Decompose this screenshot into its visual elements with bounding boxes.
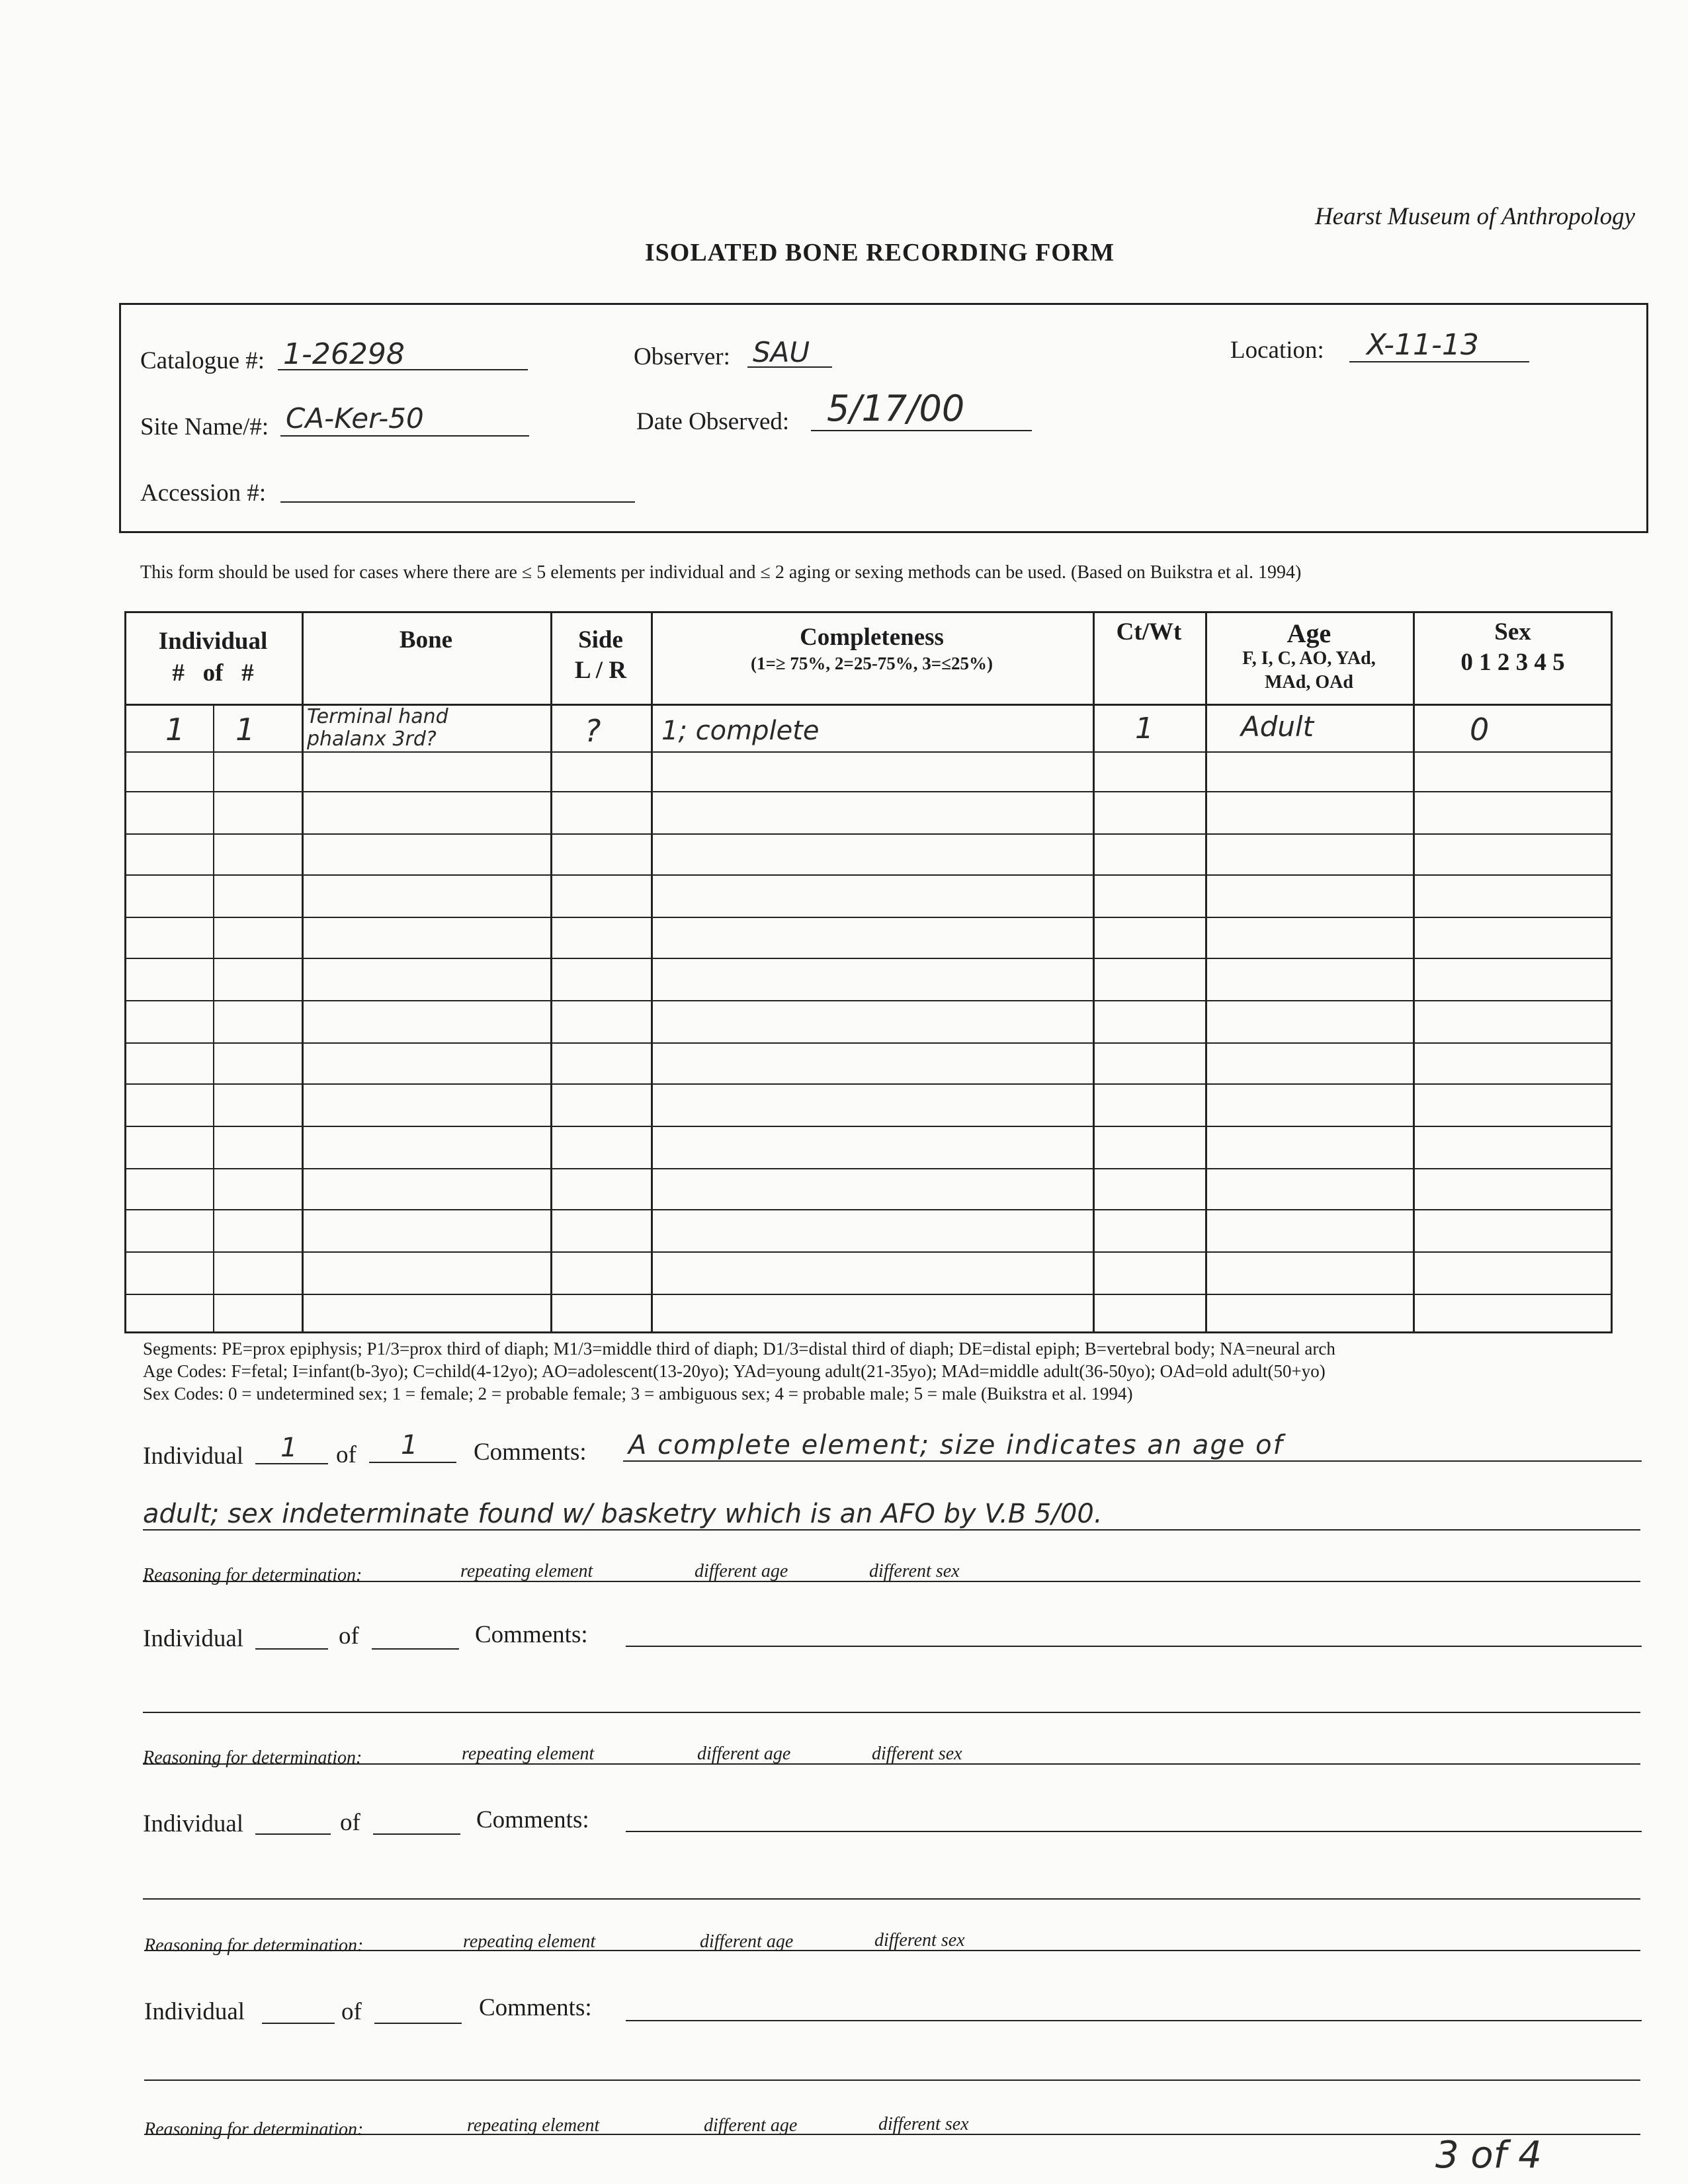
table-row-divider <box>124 1042 1613 1044</box>
table-row-divider <box>124 1000 1613 1001</box>
table-col-divider <box>651 611 653 1333</box>
location-value: X-11-13 <box>1367 328 1479 362</box>
observer-label: Observer: <box>634 343 730 370</box>
reasoning-label: Reasoning for determination: <box>143 1747 362 1768</box>
of-field[interactable] <box>372 1622 459 1650</box>
header-individual-sub: # of # <box>172 659 254 687</box>
date-value: 5/17/00 <box>827 388 965 429</box>
individual-label: Individual <box>143 1625 244 1652</box>
repeating-element-option[interactable]: repeating element <box>462 1743 595 1764</box>
comments-label: Comments: <box>476 1806 589 1833</box>
table-row-divider <box>124 791 1613 792</box>
different-age-option[interactable]: different age <box>697 1743 791 1764</box>
site-label: Site Name/#: <box>140 413 269 441</box>
reasoning-label: Reasoning for determination: <box>143 1565 362 1585</box>
comments-line-2[interactable] <box>143 1685 1640 1713</box>
header-age-sub1: F, I, C, AO, YAd, <box>1242 648 1376 669</box>
reasoning-label: Reasoning for determination: <box>144 1935 364 1956</box>
table-row-divider <box>124 1083 1613 1085</box>
table-row-divider <box>124 751 1613 753</box>
table-row-divider <box>124 1251 1613 1253</box>
comments-line-1[interactable] <box>626 1804 1642 1832</box>
row1-completeness[interactable]: 1; complete <box>661 716 820 746</box>
header-sex: Sex <box>1494 618 1531 646</box>
page-number: 3 of 4 <box>1435 2134 1542 2177</box>
header-age: Age <box>1287 618 1331 648</box>
comments-label: Comments: <box>479 1994 592 2021</box>
comments-label: Comments: <box>474 1439 587 1466</box>
table-row-divider <box>124 917 1613 918</box>
date-label: Date Observed: <box>636 408 790 435</box>
different-sex-option[interactable]: different sex <box>869 1561 960 1581</box>
comments-line-2[interactable] <box>143 1872 1640 1900</box>
repeating-element-option[interactable]: repeating element <box>463 1931 596 1952</box>
table-col-divider <box>1413 611 1415 1333</box>
table-row-divider <box>124 1126 1613 1127</box>
header-age-sub2: MAd, OAd <box>1265 672 1353 693</box>
of-field[interactable] <box>373 1807 460 1835</box>
instructions: This form should be used for cases where there are ≤ 5 elements per individual and ≤ 2 aging or sexing methods can be used. (Based on Buikstra et al. 1994) <box>140 562 1302 583</box>
comment-text-2: adult; sex indeterminate found w/ basketry which is an AFO by V.B 5/00. <box>143 1499 1103 1529</box>
different-age-option[interactable]: different age <box>700 1931 794 1952</box>
table-col-divider <box>1205 611 1207 1333</box>
different-age-option[interactable]: different age <box>704 2115 798 2136</box>
accession-field[interactable] <box>280 474 635 503</box>
table-col-divider <box>1093 611 1095 1333</box>
table-row-divider <box>124 833 1613 835</box>
header-bone: Bone <box>399 626 453 653</box>
site-value: CA-Ker-50 <box>286 402 424 435</box>
row1-side[interactable]: ? <box>585 713 601 749</box>
catalogue-value: 1-26298 <box>283 337 405 371</box>
comments-label: Comments: <box>475 1621 588 1648</box>
table-col-divider <box>550 611 552 1333</box>
row1-sex[interactable]: 0 <box>1470 712 1490 747</box>
location-label: Location: <box>1230 337 1324 364</box>
of-label: of <box>341 1998 362 2025</box>
row1-bone-line2[interactable]: phalanx 3rd? <box>307 728 437 751</box>
table-row-divider <box>124 1294 1613 1295</box>
accession-label: Accession #: <box>140 480 267 507</box>
row1-ind-num[interactable]: 1 <box>165 712 185 747</box>
header-side: Side <box>578 626 623 653</box>
individual-label: Individual <box>144 1998 245 2025</box>
individual-value: 1 <box>280 1433 298 1463</box>
segments-legend: Segments: PE=prox epiphysis; P1/3=prox third of diaph; M1/3=middle third of diaph; D1/3=distal third of diaph; DE=distal epiph; B=vertebral body; NA=neural arch <box>143 1339 1335 1359</box>
different-age-option[interactable]: different age <box>695 1561 788 1581</box>
row1-age[interactable]: Adult <box>1241 710 1314 743</box>
header-side-sub: L / R <box>574 657 627 684</box>
header-completeness: Completeness <box>800 624 944 651</box>
age-codes-legend: Age Codes: F=fetal; I=infant(b-3yo); C=child(4-12yo); AO=adolescent(13-20yo); YAd=young adult(21-35yo); MAd=middle adult(36-50yo); OAd=old adult(50+yo) <box>143 1361 1326 1381</box>
comments-line-2[interactable] <box>144 2053 1640 2081</box>
of-value: 1 <box>401 1430 418 1460</box>
table-row-divider <box>124 874 1613 876</box>
table-col-divider <box>302 611 304 1333</box>
individual-field[interactable] <box>262 1996 335 2024</box>
comments-line-1[interactable] <box>626 1619 1642 1647</box>
sex-codes-legend: Sex Codes: 0 = undetermined sex; 1 = female; 2 = probable female; 3 = ambiguous sex; 4 = probable male; 5 = male (Buikstra et al. 1994) <box>143 1384 1133 1404</box>
repeating-element-option[interactable]: repeating element <box>467 2115 600 2136</box>
individual-field[interactable] <box>255 1807 331 1835</box>
individual-label: Individual <box>143 1810 244 1837</box>
table-row-divider <box>124 1168 1613 1169</box>
row1-ctwt[interactable]: 1 <box>1135 712 1154 745</box>
different-sex-option[interactable]: different sex <box>872 1743 962 1764</box>
observer-value: SAU <box>753 336 810 368</box>
header-completeness-sub: (1=≥ 75%, 2=25-75%, 3=≤25%) <box>750 653 993 673</box>
row1-bone-line1[interactable]: Terminal hand <box>307 705 448 728</box>
comment-text-1: A complete element; size indicates an age of <box>628 1430 1284 1460</box>
table-row-divider <box>124 958 1613 959</box>
header-ctwt: Ct/Wt <box>1116 618 1182 646</box>
reasoning-label: Reasoning for determination: <box>144 2119 364 2140</box>
form-title: ISOLATED BONE RECORDING FORM <box>644 239 1115 267</box>
row1-ind-of[interactable]: 1 <box>235 712 255 747</box>
of-field[interactable] <box>374 1996 462 2024</box>
individual-label: Individual <box>143 1443 244 1470</box>
comments-line-1[interactable] <box>626 1994 1642 2021</box>
of-label: of <box>336 1441 357 1468</box>
header-sex-sub: 0 1 2 3 4 5 <box>1460 649 1565 676</box>
catalogue-label: Catalogue #: <box>140 347 265 374</box>
table-col-divider <box>213 704 214 1333</box>
of-label: of <box>340 1809 360 1836</box>
different-sex-option[interactable]: different sex <box>878 2114 969 2134</box>
museum-name: Hearst Museum of Anthropology <box>1314 203 1635 230</box>
individual-field[interactable] <box>255 1622 328 1650</box>
repeating-element-option[interactable]: repeating element <box>460 1561 593 1581</box>
header-individual: Individual <box>158 628 268 655</box>
different-sex-option[interactable]: different sex <box>874 1930 965 1951</box>
of-label: of <box>339 1622 359 1650</box>
table-row-divider <box>124 1209 1613 1210</box>
